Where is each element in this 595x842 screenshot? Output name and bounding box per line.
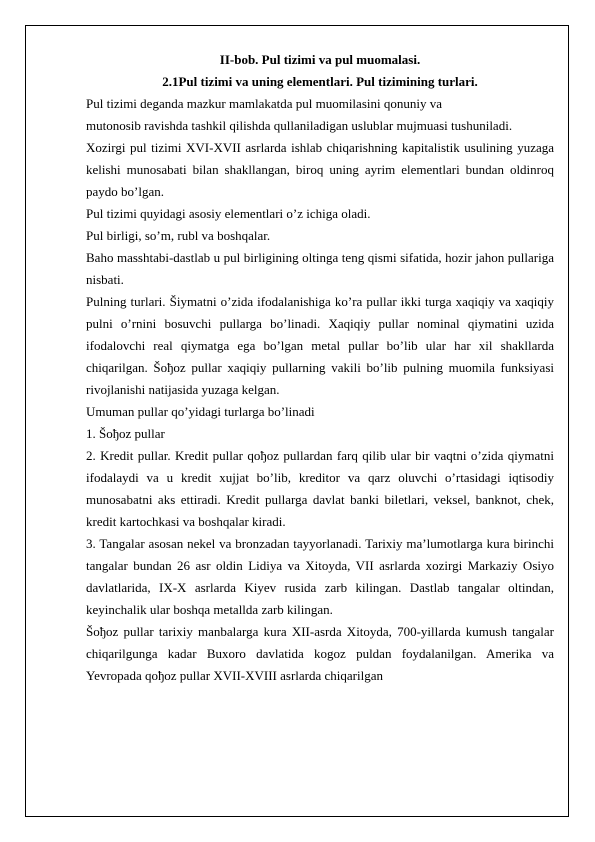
paragraph-12: Šoђoz pullar tarixiy manbalarga kura XII-asrda Xitoyda, 700-yillarda kumush tangalar chiqarilgunga kadar Buxoro davlatida kogoz puldan foydalanilgan. Amerika va Yevropada qoђoz pullar XVII-XVIII asrlarda chiqarilgan <box>86 624 554 683</box>
chapter-title: II-bob. Pul tizimi va pul muomalasi. <box>219 52 421 67</box>
paragraph-1: Pul tizimi deganda mazkur mamlakatda pul muomilasini qonuniy va <box>86 96 442 111</box>
document-body <box>86 44 554 687</box>
paragraph-9: 1. Šoђoz pullar <box>86 426 165 441</box>
paragraph-2: mutonosib ravishda tashkil qilishda qullaniladigan uslublar mujmuasi tushuniladi. <box>86 118 513 133</box>
paragraph-7: Pulning turlari. Šiymatni o’zida ifodalanishiga ko’ra pullar ikki turga xaqiqiy va xaqiqiy pulni o’rnini bosuvchi pullarga bo’linadi. Xaqiqiy pullar nominal qiymatini uzida ifodalovchi real qiymatga ega bo’lgan metal pullar bo’lib ular har xil shakllarda chiqarilgan. Šoђoz pullar xaqiqiy pullarning vakili bo’lib pulning muomila funksiyasi rivojlanishi natijasida yuzaga kelgan. <box>86 294 554 397</box>
paragraph-11: 3. Tangalar asosan nekel va bronzadan tayyorlanadi. Tarixiy ma’lumotlarga kura birinchi tangalar bundan 26 asr oldin Lidiya va Xitoyda, VII asrlarda xozirgi Markaziy Osiyo davlatlarida, IX-X asrlarda Kiyev rusida zarb kilingan. Dastlab tangalar oltindan, keyinchalik ular boshqa metallda zarb kilingan. <box>86 536 554 617</box>
paragraph-5: Pul birligi, so’m, rubl va boshqalar. <box>86 228 271 243</box>
paragraph-3: Xozirgi pul tizimi XVI-XVII asrlarda ishlab chiqarishning kapitalistik usulining yuzaga kelishi munosabati bilan shakllangan, biroq uning ayrim elementlari bundan oldinroq paydo bo’lgan. <box>86 140 554 199</box>
paragraph-10: 2. Kredit pullar. Kredit pullar qoђoz pullardan farq qilib ular bir vaqtni o’zida qiymatni ifodalaydi va u kredit xujjat bo’lib, kreditor va qarz oluvchi o’rtasidagi iqtisodiy munosabatni aks ettiradi. Kredit pullarga davlat banki biletlari, veksel, banknot, chek, kredit kartochkasi va boshqalar kiradi. <box>86 448 554 529</box>
paragraph-6: Baho masshtabi-dastlab u pul birligining oltinga teng qismi sifatida, hozir jahon pullariga nisbati. <box>86 250 554 287</box>
paragraph-4: Pul tizimi quyidagi asosiy elementlari o’z ichiga oladi. <box>86 206 371 221</box>
section-title: 2.1Pul tizimi va uning elementlari. Pul tizimining turlari. <box>162 74 478 89</box>
paragraph-8: Umuman pullar qo’yidagi turlarga bo’linadi <box>86 404 315 419</box>
